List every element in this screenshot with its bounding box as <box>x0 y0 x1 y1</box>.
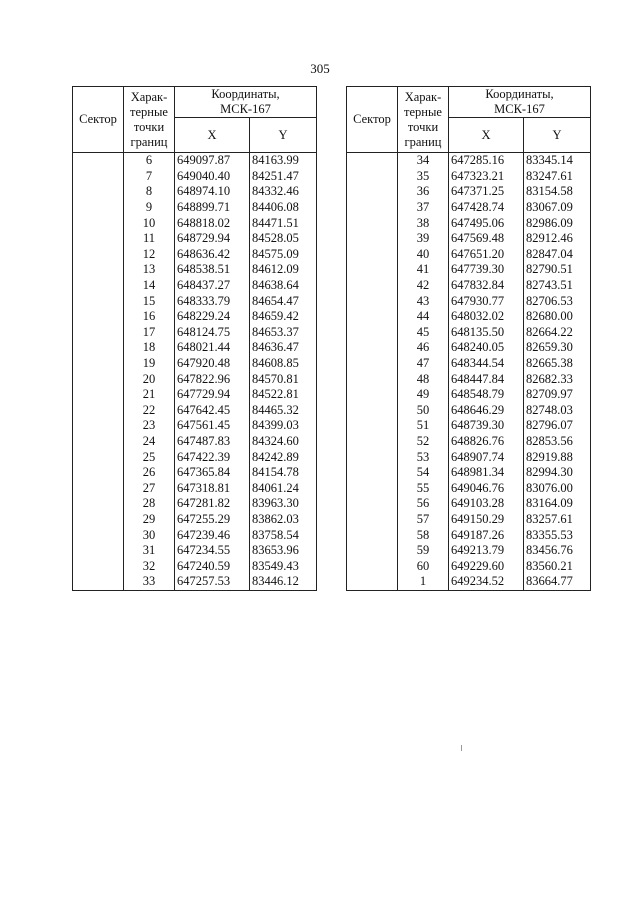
sector-cell <box>73 558 124 574</box>
y-coordinate-cell: 84522.81 <box>250 387 317 403</box>
sector-cell <box>73 278 124 294</box>
x-coordinate-cell: 649040.40 <box>175 169 250 185</box>
x-coordinate-cell: 649234.52 <box>449 574 524 590</box>
y-coordinate-cell: 82796.07 <box>524 418 591 434</box>
point-number-cell: 26 <box>124 465 175 481</box>
header-sector: Сектор <box>347 87 398 153</box>
point-number-cell: 19 <box>124 356 175 372</box>
sector-cell <box>347 387 398 403</box>
header-y: Y <box>524 118 591 153</box>
x-coordinate-cell: 647739.30 <box>449 262 524 278</box>
sector-cell <box>73 371 124 387</box>
sector-cell <box>347 480 398 496</box>
point-number-cell: 38 <box>398 215 449 231</box>
point-number-cell: 43 <box>398 293 449 309</box>
sector-cell <box>347 325 398 341</box>
y-coordinate-cell: 82682.33 <box>524 371 591 387</box>
table-row <box>73 387 317 403</box>
y-coordinate-cell: 84332.46 <box>250 184 317 200</box>
header-y: Y <box>250 118 317 153</box>
y-coordinate-cell: 84659.42 <box>250 309 317 325</box>
table-row <box>73 340 317 356</box>
x-coordinate-cell: 648818.02 <box>175 215 250 231</box>
x-coordinate-cell: 647255.29 <box>175 512 250 528</box>
point-number-cell: 34 <box>398 153 449 169</box>
sector-cell <box>73 247 124 263</box>
x-coordinate-cell: 648021.44 <box>175 340 250 356</box>
table-row <box>73 247 317 263</box>
sector-cell <box>347 231 398 247</box>
point-number-cell: 59 <box>398 543 449 559</box>
y-coordinate-cell: 84163.99 <box>250 153 317 169</box>
table-row <box>347 262 591 278</box>
point-number-cell: 54 <box>398 465 449 481</box>
y-coordinate-cell: 83164.09 <box>524 496 591 512</box>
table-row <box>73 574 317 590</box>
table-row <box>73 543 317 559</box>
point-number-cell: 10 <box>124 215 175 231</box>
x-coordinate-cell: 648538.51 <box>175 262 250 278</box>
y-coordinate-cell: 84608.85 <box>250 356 317 372</box>
header-x: X <box>175 118 250 153</box>
sector-cell <box>73 434 124 450</box>
y-coordinate-cell: 84570.81 <box>250 371 317 387</box>
y-coordinate-cell: 82853.56 <box>524 434 591 450</box>
point-number-cell: 33 <box>124 574 175 590</box>
point-number-cell: 36 <box>398 184 449 200</box>
table-row <box>347 527 591 543</box>
point-number-cell: 51 <box>398 418 449 434</box>
x-coordinate-cell: 649046.76 <box>449 480 524 496</box>
x-coordinate-cell: 647832.84 <box>449 278 524 294</box>
point-number-cell: 6 <box>124 153 175 169</box>
y-coordinate-cell: 83456.76 <box>524 543 591 559</box>
table-row <box>73 527 317 543</box>
sector-cell <box>73 262 124 278</box>
table-row <box>73 231 317 247</box>
y-coordinate-cell: 84406.08 <box>250 200 317 216</box>
table-row <box>347 418 591 434</box>
sector-cell <box>347 418 398 434</box>
sector-cell <box>73 309 124 325</box>
header-coordinates: Координаты, МСК-167 <box>449 87 591 118</box>
sector-cell <box>73 543 124 559</box>
table-row <box>73 215 317 231</box>
point-number-cell: 58 <box>398 527 449 543</box>
x-coordinate-cell: 648135.50 <box>449 325 524 341</box>
x-coordinate-cell: 649103.28 <box>449 496 524 512</box>
y-coordinate-cell: 84061.24 <box>250 480 317 496</box>
x-coordinate-cell: 647642.45 <box>175 403 250 419</box>
table-row <box>73 309 317 325</box>
y-coordinate-cell: 83963.30 <box>250 496 317 512</box>
table-row <box>73 496 317 512</box>
point-number-cell: 20 <box>124 371 175 387</box>
table-row <box>347 496 591 512</box>
y-coordinate-cell: 82986.09 <box>524 215 591 231</box>
point-number-cell: 40 <box>398 247 449 263</box>
y-coordinate-cell: 83549.43 <box>250 558 317 574</box>
y-coordinate-cell: 84638.64 <box>250 278 317 294</box>
sector-cell <box>73 480 124 496</box>
table-row <box>347 449 591 465</box>
sector-cell <box>347 371 398 387</box>
x-coordinate-cell: 647234.55 <box>175 543 250 559</box>
x-coordinate-cell: 647257.53 <box>175 574 250 590</box>
sector-cell <box>347 449 398 465</box>
point-number-cell: 60 <box>398 558 449 574</box>
point-number-cell: 49 <box>398 387 449 403</box>
point-number-cell: 8 <box>124 184 175 200</box>
y-coordinate-cell: 83247.61 <box>524 169 591 185</box>
table-row <box>347 200 591 216</box>
y-coordinate-cell: 82680.00 <box>524 309 591 325</box>
point-number-cell: 37 <box>398 200 449 216</box>
y-coordinate-cell: 82706.53 <box>524 293 591 309</box>
point-number-cell: 55 <box>398 480 449 496</box>
point-number-cell: 56 <box>398 496 449 512</box>
y-coordinate-cell: 82994.30 <box>524 465 591 481</box>
x-coordinate-cell: 649229.60 <box>449 558 524 574</box>
sector-cell <box>347 262 398 278</box>
point-number-cell: 12 <box>124 247 175 263</box>
sector-cell <box>73 512 124 528</box>
y-coordinate-cell: 82748.03 <box>524 403 591 419</box>
y-coordinate-cell: 83345.14 <box>524 153 591 169</box>
point-number-cell: 23 <box>124 418 175 434</box>
coordinates-table-left <box>72 86 317 591</box>
sector-cell <box>73 403 124 419</box>
table-row <box>73 418 317 434</box>
y-coordinate-cell: 83653.96 <box>250 543 317 559</box>
x-coordinate-cell: 647729.94 <box>175 387 250 403</box>
y-coordinate-cell: 82659.30 <box>524 340 591 356</box>
y-coordinate-cell: 84653.37 <box>250 325 317 341</box>
sector-cell <box>347 496 398 512</box>
sector-cell <box>347 215 398 231</box>
x-coordinate-cell: 647428.74 <box>449 200 524 216</box>
point-number-cell: 31 <box>124 543 175 559</box>
x-coordinate-cell: 648899.71 <box>175 200 250 216</box>
sector-cell <box>73 293 124 309</box>
x-coordinate-cell: 647371.25 <box>449 184 524 200</box>
point-number-cell: 35 <box>398 169 449 185</box>
x-coordinate-cell: 648447.84 <box>449 371 524 387</box>
sector-cell <box>347 356 398 372</box>
x-coordinate-cell: 648124.75 <box>175 325 250 341</box>
point-number-cell: 15 <box>124 293 175 309</box>
y-coordinate-cell: 84465.32 <box>250 403 317 419</box>
point-number-cell: 42 <box>398 278 449 294</box>
table-row <box>73 153 317 169</box>
point-number-cell: 16 <box>124 309 175 325</box>
table-row <box>347 465 591 481</box>
y-coordinate-cell: 84251.47 <box>250 169 317 185</box>
sector-cell <box>73 496 124 512</box>
y-coordinate-cell: 84399.03 <box>250 418 317 434</box>
x-coordinate-cell: 647365.84 <box>175 465 250 481</box>
x-coordinate-cell: 648229.24 <box>175 309 250 325</box>
sector-cell <box>73 340 124 356</box>
y-coordinate-cell: 83154.58 <box>524 184 591 200</box>
point-number-cell: 52 <box>398 434 449 450</box>
sector-cell <box>347 169 398 185</box>
y-coordinate-cell: 82743.51 <box>524 278 591 294</box>
table-row <box>347 278 591 294</box>
sector-cell <box>347 340 398 356</box>
table-row <box>347 340 591 356</box>
sector-cell <box>347 527 398 543</box>
table-row <box>347 512 591 528</box>
sector-cell <box>73 387 124 403</box>
table-row <box>73 558 317 574</box>
sector-cell <box>347 558 398 574</box>
sector-cell <box>347 200 398 216</box>
x-coordinate-cell: 647822.96 <box>175 371 250 387</box>
y-coordinate-cell: 84528.05 <box>250 231 317 247</box>
table-row <box>347 215 591 231</box>
sector-cell <box>73 231 124 247</box>
sector-cell <box>347 293 398 309</box>
x-coordinate-cell: 648548.79 <box>449 387 524 403</box>
sector-cell <box>347 309 398 325</box>
y-coordinate-cell: 84471.51 <box>250 215 317 231</box>
y-coordinate-cell: 84324.60 <box>250 434 317 450</box>
table-row <box>73 325 317 341</box>
x-coordinate-cell: 648646.29 <box>449 403 524 419</box>
y-coordinate-cell: 83862.03 <box>250 512 317 528</box>
x-coordinate-cell: 647239.46 <box>175 527 250 543</box>
table-row <box>347 153 591 169</box>
x-coordinate-cell: 649213.79 <box>449 543 524 559</box>
table-row <box>73 403 317 419</box>
point-number-cell: 48 <box>398 371 449 387</box>
point-number-cell: 29 <box>124 512 175 528</box>
point-number-cell: 41 <box>398 262 449 278</box>
y-coordinate-cell: 82665.38 <box>524 356 591 372</box>
y-coordinate-cell: 83758.54 <box>250 527 317 543</box>
table-row <box>347 309 591 325</box>
sector-cell <box>73 169 124 185</box>
point-number-cell: 11 <box>124 231 175 247</box>
x-coordinate-cell: 648974.10 <box>175 184 250 200</box>
y-coordinate-cell: 82912.46 <box>524 231 591 247</box>
y-coordinate-cell: 84612.09 <box>250 262 317 278</box>
table-row <box>347 356 591 372</box>
point-number-cell: 47 <box>398 356 449 372</box>
x-coordinate-cell: 648333.79 <box>175 293 250 309</box>
x-coordinate-cell: 647318.81 <box>175 480 250 496</box>
sector-cell <box>73 153 124 169</box>
table-row <box>73 449 317 465</box>
x-coordinate-cell: 647920.48 <box>175 356 250 372</box>
header-sector: Сектор <box>73 87 124 153</box>
point-number-cell: 7 <box>124 169 175 185</box>
x-coordinate-cell: 649187.26 <box>449 527 524 543</box>
table-row <box>347 558 591 574</box>
header-boundary-points: Харак- терные точки границ <box>124 87 175 153</box>
y-coordinate-cell: 84575.09 <box>250 247 317 263</box>
y-coordinate-cell: 83076.00 <box>524 480 591 496</box>
header-boundary-points: Харак- терные точки границ <box>398 87 449 153</box>
sector-cell <box>73 184 124 200</box>
x-coordinate-cell: 647930.77 <box>449 293 524 309</box>
x-coordinate-cell: 648344.54 <box>449 356 524 372</box>
sector-cell <box>73 527 124 543</box>
x-coordinate-cell: 649097.87 <box>175 153 250 169</box>
sector-cell <box>347 543 398 559</box>
y-coordinate-cell: 84154.78 <box>250 465 317 481</box>
table-row <box>73 184 317 200</box>
x-coordinate-cell: 647323.21 <box>449 169 524 185</box>
sector-cell <box>347 153 398 169</box>
table-row <box>347 293 591 309</box>
table-row <box>347 403 591 419</box>
point-number-cell: 25 <box>124 449 175 465</box>
x-coordinate-cell: 648826.76 <box>449 434 524 450</box>
point-number-cell: 17 <box>124 325 175 341</box>
point-number-cell: 21 <box>124 387 175 403</box>
point-number-cell: 22 <box>124 403 175 419</box>
x-coordinate-cell: 647651.20 <box>449 247 524 263</box>
point-number-cell: 24 <box>124 434 175 450</box>
point-number-cell: 9 <box>124 200 175 216</box>
table-row <box>347 325 591 341</box>
table-row <box>347 169 591 185</box>
y-coordinate-cell: 82664.22 <box>524 325 591 341</box>
point-number-cell: 14 <box>124 278 175 294</box>
x-coordinate-cell: 647561.45 <box>175 418 250 434</box>
x-coordinate-cell: 647285.16 <box>449 153 524 169</box>
point-number-cell: 32 <box>124 558 175 574</box>
table-row <box>73 512 317 528</box>
table-row <box>347 387 591 403</box>
sector-cell <box>73 465 124 481</box>
y-coordinate-cell: 83067.09 <box>524 200 591 216</box>
table-row <box>73 434 317 450</box>
table-row <box>347 231 591 247</box>
sector-cell <box>73 574 124 590</box>
x-coordinate-cell: 647495.06 <box>449 215 524 231</box>
table-row <box>347 184 591 200</box>
point-number-cell: 46 <box>398 340 449 356</box>
y-coordinate-cell: 82919.88 <box>524 449 591 465</box>
sector-cell <box>347 403 398 419</box>
y-coordinate-cell: 83446.12 <box>250 574 317 590</box>
point-number-cell: 39 <box>398 231 449 247</box>
point-number-cell: 57 <box>398 512 449 528</box>
sector-cell <box>73 325 124 341</box>
x-coordinate-cell: 649150.29 <box>449 512 524 528</box>
y-coordinate-cell: 84242.89 <box>250 449 317 465</box>
x-coordinate-cell: 648437.27 <box>175 278 250 294</box>
point-number-cell: 45 <box>398 325 449 341</box>
x-coordinate-cell: 647240.59 <box>175 558 250 574</box>
table-row <box>73 465 317 481</box>
coordinates-table-right <box>346 86 591 591</box>
point-number-cell: 13 <box>124 262 175 278</box>
table-row <box>73 169 317 185</box>
scan-mark <box>461 745 462 751</box>
sector-cell <box>73 449 124 465</box>
x-coordinate-cell: 648907.74 <box>449 449 524 465</box>
sector-cell <box>73 356 124 372</box>
table-row <box>73 262 317 278</box>
point-number-cell: 27 <box>124 480 175 496</box>
sector-cell <box>347 434 398 450</box>
y-coordinate-cell: 82709.97 <box>524 387 591 403</box>
y-coordinate-cell: 83257.61 <box>524 512 591 528</box>
header-x: X <box>449 118 524 153</box>
table-row <box>73 278 317 294</box>
x-coordinate-cell: 648729.94 <box>175 231 250 247</box>
table-row <box>347 574 591 590</box>
point-number-cell: 18 <box>124 340 175 356</box>
sector-cell <box>73 200 124 216</box>
x-coordinate-cell: 648981.34 <box>449 465 524 481</box>
y-coordinate-cell: 82847.04 <box>524 247 591 263</box>
sector-cell <box>347 512 398 528</box>
table-row <box>347 434 591 450</box>
x-coordinate-cell: 648032.02 <box>449 309 524 325</box>
table-row <box>73 293 317 309</box>
table-row <box>347 371 591 387</box>
x-coordinate-cell: 648636.42 <box>175 247 250 263</box>
table-row <box>73 480 317 496</box>
table-row <box>347 480 591 496</box>
sector-cell <box>347 465 398 481</box>
x-coordinate-cell: 647422.39 <box>175 449 250 465</box>
sector-cell <box>347 247 398 263</box>
x-coordinate-cell: 647569.48 <box>449 231 524 247</box>
point-number-cell: 1 <box>398 574 449 590</box>
table-row <box>347 247 591 263</box>
y-coordinate-cell: 84654.47 <box>250 293 317 309</box>
x-coordinate-cell: 647281.82 <box>175 496 250 512</box>
x-coordinate-cell: 648739.30 <box>449 418 524 434</box>
page-number: 305 <box>310 61 330 76</box>
sector-cell <box>347 184 398 200</box>
y-coordinate-cell: 83355.53 <box>524 527 591 543</box>
table-row <box>347 543 591 559</box>
point-number-cell: 44 <box>398 309 449 325</box>
y-coordinate-cell: 82790.51 <box>524 262 591 278</box>
point-number-cell: 53 <box>398 449 449 465</box>
table-row <box>73 200 317 216</box>
table-row <box>73 356 317 372</box>
x-coordinate-cell: 648240.05 <box>449 340 524 356</box>
x-coordinate-cell: 647487.83 <box>175 434 250 450</box>
y-coordinate-cell: 83664.77 <box>524 574 591 590</box>
y-coordinate-cell: 83560.21 <box>524 558 591 574</box>
sector-cell <box>73 215 124 231</box>
sector-cell <box>73 418 124 434</box>
table-row <box>73 371 317 387</box>
point-number-cell: 50 <box>398 403 449 419</box>
sector-cell <box>347 278 398 294</box>
header-coordinates: Координаты, МСК-167 <box>175 87 317 118</box>
point-number-cell: 30 <box>124 527 175 543</box>
point-number-cell: 28 <box>124 496 175 512</box>
y-coordinate-cell: 84636.47 <box>250 340 317 356</box>
sector-cell <box>347 574 398 590</box>
